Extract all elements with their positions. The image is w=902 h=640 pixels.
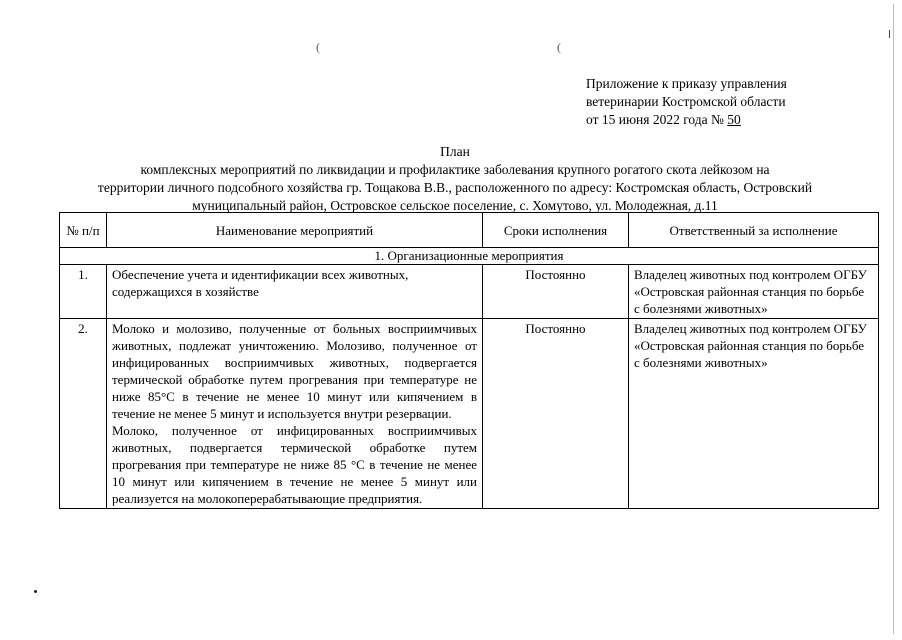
appendix-reference: [586, 75, 787, 129]
title-line-4: муниципальный район, Островское сельское поселение, с. Хомутово, ул. Молодежная, д.11: [192, 198, 718, 213]
header-responsible: Ответственный за исполнение: [629, 213, 879, 248]
row-name-paragraph-1: Молоко и молозиво, полученные от больных восприимчивых животных, подлежат уничтожению. Молозиво, полученное от инфицированных восприимчивых животных, подвергается термической обработке путем прогревания при температуре не ниже 85°С в течение не менее 10 минут или кипячением в течение не менее 5 минут и используется внутри резервации.: [112, 321, 477, 421]
section-title: 1. Организационные мероприятия: [60, 248, 879, 265]
table-header-row: [60, 213, 879, 248]
row-number: 1.: [60, 265, 107, 319]
row-term: Постоянно: [483, 319, 629, 509]
page-edge-line: [893, 4, 894, 634]
row-responsible: Владелец животных под контролем ОГБУ «Островская районная станция по борьбе с болезнями животных»: [629, 265, 879, 319]
row-responsible: Владелец животных под контролем ОГБУ «Островская районная станция по борьбе с болезнями животных»: [629, 319, 879, 509]
page-edge-mark: [889, 30, 890, 38]
table-row: [60, 265, 879, 319]
scan-mark-left: (: [316, 40, 320, 54]
appendix-line-3: [586, 111, 787, 129]
row-name: Обеспечение учета и идентификации всех животных, содержащихся в хозяйстве: [107, 265, 483, 319]
row-term: Постоянно: [483, 265, 629, 319]
appendix-date: от 15 июня 2022 года №: [586, 112, 728, 127]
document-title: [40, 143, 870, 215]
title-line-1: План: [440, 144, 470, 159]
row-number: 2.: [60, 319, 107, 509]
plan-table: [59, 212, 879, 509]
row-name-paragraph-2: Молоко, полученное от инфицированных восприимчивых животных, подвергается термической обработке путем прогревания при температуре не ниже 85 °С в течение не менее 10 минут или кипячением в течение не менее 5 минут или реализуется на молокоперерабатывающие предприятия.: [112, 423, 477, 506]
appendix-line-2: ветеринарии Костромской области: [586, 94, 786, 109]
section-row: [60, 248, 879, 265]
header-number: № п/п: [60, 213, 107, 248]
header-term: Сроки исполнения: [483, 213, 629, 248]
table-row: [60, 319, 879, 509]
row-name: [107, 319, 483, 509]
appendix-line-1: Приложение к приказу управления: [586, 76, 787, 91]
title-line-3: территории личного подсобного хозяйства гр. Тощакова В.В., расположенного по адресу: Костромская область, Островский: [97, 180, 813, 195]
header-name: Наименование мероприятий: [107, 213, 483, 248]
title-line-2: комплексных мероприятий по ликвидации и профилактике заболевания крупного рогатого скота лейкозом на: [140, 162, 770, 177]
scan-mark-right: (: [557, 40, 561, 54]
appendix-number: 50: [727, 112, 741, 127]
scan-dot: [34, 590, 37, 593]
